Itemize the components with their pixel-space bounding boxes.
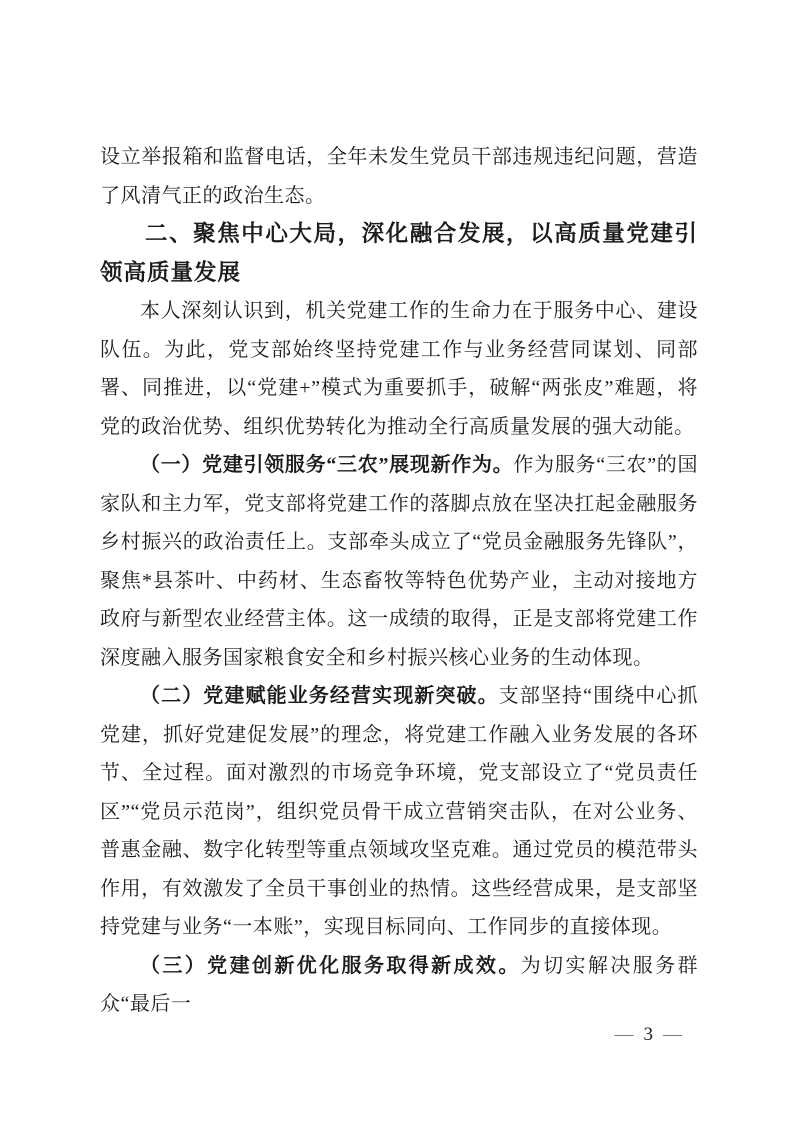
paragraph — [100, 446, 698, 677]
document-body — [100, 138, 698, 1024]
paragraph-text: 二、聚焦中心大局，深化融合发展，以高质量党建引领高质量发展 — [100, 221, 698, 285]
footer-dash-right: — — [663, 1024, 682, 1045]
footer-dash-left: — — [614, 1024, 634, 1045]
paragraph — [100, 292, 698, 446]
paragraph — [100, 677, 698, 947]
paragraph — [100, 138, 698, 215]
section-heading — [100, 215, 698, 292]
page-number: 3 — [643, 1024, 653, 1045]
paragraph-lead-text: （三）党建创新优化服务取得新成效。 — [140, 954, 521, 977]
paragraph-text: 设立举报箱和监督电话，全年未发生党员干部违规违纪问题，营造了风清气正的政治生态。 — [100, 146, 698, 207]
paragraph-text: 作为服务“三农”的国家队和主力军，党支部将党建工作的落脚点放在坚决扛起金融服务乡村振兴的政治责任上。支部牵头成立了“党员金融服务先锋队”，聚焦*县茶叶、中药材、生态畜牧等特色优势产业，主动对接地方政府与新型农业经营主体。这一成绩的取得，正是支部将党建工作深度融入服务国家粮食安全和乡村振兴核心业务的生动体现。 — [100, 454, 699, 669]
paragraph-text: 为切实解决服务群众“最后一 — [100, 954, 699, 1015]
page-footer — [100, 1024, 692, 1046]
paragraph-text: 支部坚持“围绕中心抓党建，抓好党建促发展”的理念，将党建工作融入业务发展的各环节、全过程。面对激烈的市场竞争环境，党支部设立了“党员责任区”“党员示范岗”，组织党员骨干成立营销突击队，在对公业务、普惠金融、数字化转型等重点领域攻坚克难。通过党员的模范带头作用，有效激发了全员干事创业的热情。这些经营成果，是支部坚持党建与业务“一本账”，实现目标同向、工作同步的直接体现。 — [100, 685, 698, 938]
paragraph-text: 本人深刻认识到，机关党建工作的生命力在于服务中心、建设队伍。为此，党支部始终坚持党建工作与业务经营同谋划、同部署、同推进，以“党建+”模式为重要抓手，破解“两张皮”难题，将党的政治优势、组织优势转化为推动全行高质量发展的强大动能。 — [100, 300, 698, 438]
paragraph-lead-text: （一）党建引领服务“三农”展现新作为。 — [140, 454, 514, 476]
paragraph-lead-text: （二）党建赋能业务经营实现新突破。 — [140, 685, 499, 707]
paragraph — [100, 947, 698, 1024]
